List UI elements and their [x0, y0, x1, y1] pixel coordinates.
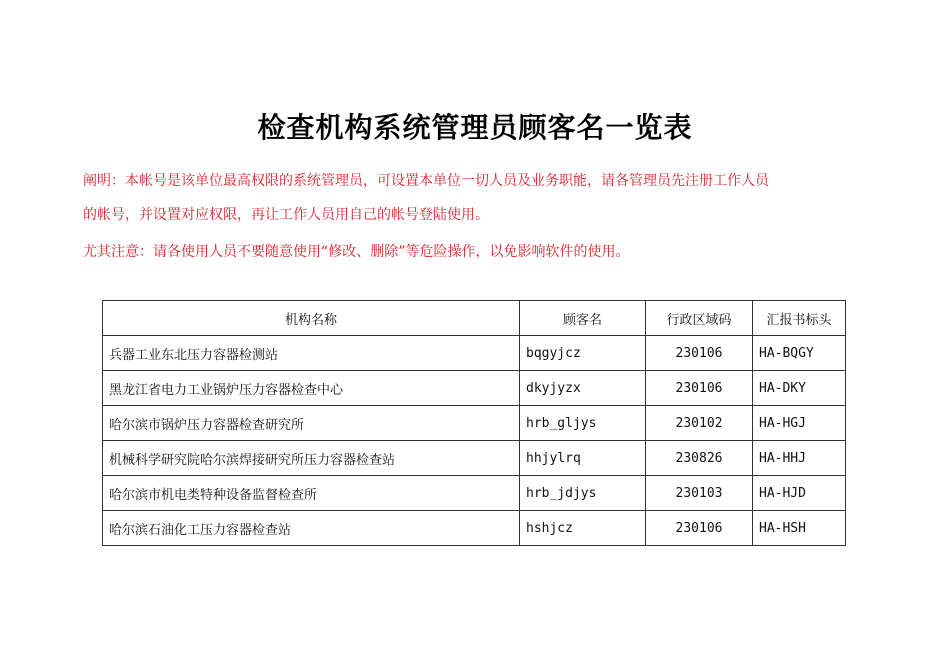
table-row	[103, 511, 846, 546]
header-region-code: 行政区域码	[646, 301, 753, 336]
cell-institution-name: 机械科学研究院哈尔滨焊接研究所压力容器检查站	[103, 441, 520, 476]
cell-report-prefix: HA-HJD	[753, 476, 846, 511]
cell-username: dkyjyzx	[520, 371, 646, 406]
header-institution-name: 机构名称	[103, 301, 520, 336]
cell-institution-name: 哈尔滨石油化工压力容器检查站	[103, 511, 520, 546]
cell-region-code: 230106	[646, 371, 753, 406]
cell-report-prefix: HA-HSH	[753, 511, 846, 546]
table-header-row	[103, 301, 846, 336]
cell-institution-name: 哈尔滨市机电类特种设备监督检查所	[103, 476, 520, 511]
cell-username: bqgyjcz	[520, 336, 646, 371]
note-line-3: 尤其注意：请各使用人员不要随意使用“修改、删除”等危险操作，以免影响软件的使用。	[83, 244, 630, 260]
cell-username: hhjylrq	[520, 441, 646, 476]
cell-region-code: 230106	[646, 336, 753, 371]
page-title: 检查机构系统管理员顾客名一览表	[257, 111, 693, 144]
header-report-prefix: 汇报书标头	[753, 301, 846, 336]
table-row	[103, 371, 846, 406]
table-row	[103, 406, 846, 441]
cell-username: hrb_gljys	[520, 406, 646, 441]
cell-username: hshjcz	[520, 511, 646, 546]
table-row	[103, 476, 846, 511]
cell-region-code: 230102	[646, 406, 753, 441]
cell-institution-name: 黑龙江省电力工业锅炉压力容器检查中心	[103, 371, 520, 406]
cell-region-code: 230826	[646, 441, 753, 476]
note-line-1: 阐明：本帐号是该单位最高权限的系统管理员，可设置本单位一切人员及业务职能，请各管理员先注册工作人员	[83, 173, 769, 189]
cell-institution-name: 兵器工业东北压力容器检测站	[103, 336, 520, 371]
table-row	[103, 336, 846, 371]
cell-username: hrb_jdjys	[520, 476, 646, 511]
cell-report-prefix: HA-BQGY	[753, 336, 846, 371]
cell-report-prefix: HA-DKY	[753, 371, 846, 406]
header-username: 顾客名	[520, 301, 646, 336]
cell-report-prefix: HA-HGJ	[753, 406, 846, 441]
cell-report-prefix: HA-HHJ	[753, 441, 846, 476]
cell-region-code: 230103	[646, 476, 753, 511]
table-row	[103, 441, 846, 476]
admin-user-table	[102, 300, 846, 546]
cell-region-code: 230106	[646, 511, 753, 546]
cell-institution-name: 哈尔滨市锅炉压力容器检查研究所	[103, 406, 520, 441]
note-line-2: 的帐号，并设置对应权限，再让工作人员用自己的帐号登陆使用。	[83, 207, 489, 223]
